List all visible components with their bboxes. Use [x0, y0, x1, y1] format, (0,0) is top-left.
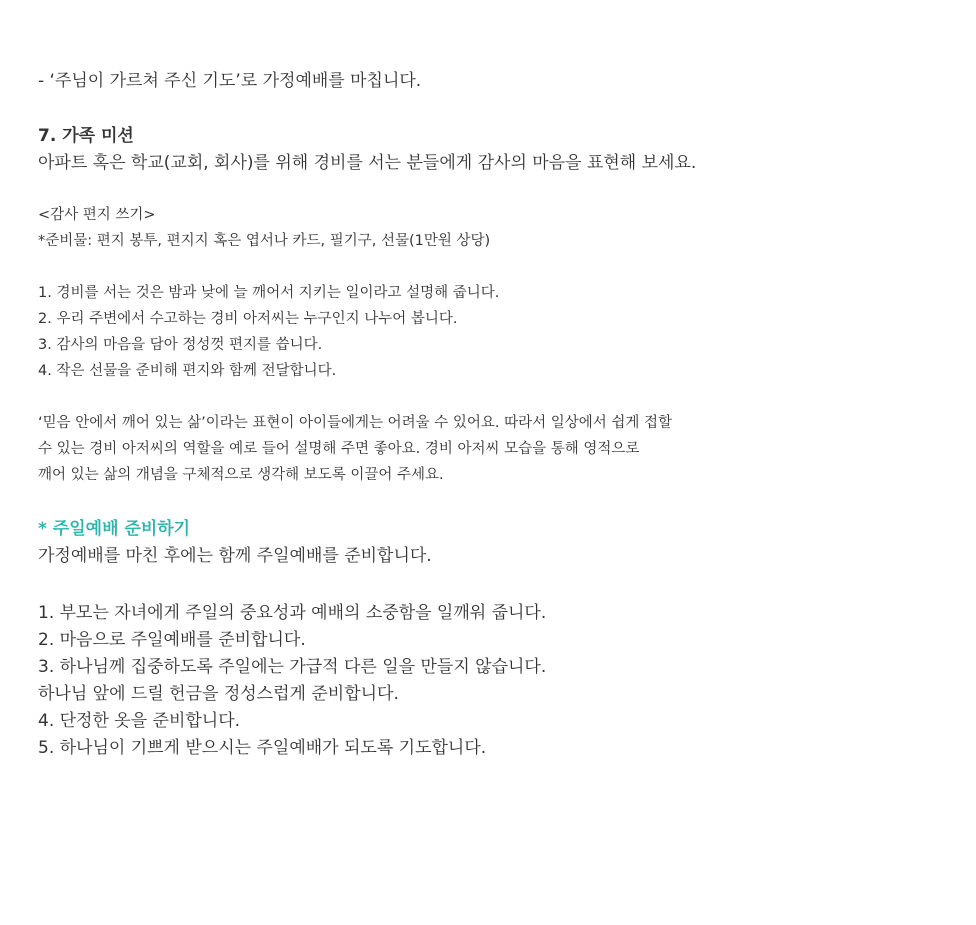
spacer	[38, 384, 958, 410]
materials-line: *준비물: 편지 봉투, 편지지 혹은 엽서나 카드, 필기구, 선물(1만원 상당)	[38, 233, 491, 249]
list-item: 2. 마음으로 주일예배를 준비합니다.	[38, 630, 306, 650]
family-mission-heading: 7. 가족 미션	[38, 126, 134, 146]
spacer	[38, 488, 958, 516]
list-item: 2. 우리 주변에서 수고하는 경비 아저씨는 누구인지 나누어 봅니다.	[38, 311, 458, 327]
list-item: 4. 작은 선물을 준비해 편지와 함께 전달합니다.	[38, 363, 337, 379]
list-item: 1. 경비를 서는 것은 밤과 낮에 늘 깨어서 지키는 일이라고 설명해 줍니다.	[38, 285, 500, 301]
spacer	[38, 570, 958, 600]
spacer	[38, 177, 958, 202]
mission-tip-paragraph	[38, 410, 958, 488]
tip-line: 깨어 있는 삶의 개념을 구체적으로 생각해 보도록 이끌어 주세요.	[38, 467, 444, 483]
sunday-worship-intro: 가정예배를 마친 후에는 함께 주일예배를 준비합니다.	[38, 546, 432, 566]
activity-title: <감사 편지 쓰기>	[38, 207, 156, 223]
sunday-steps-list	[38, 600, 958, 762]
tip-line: 수 있는 경비 아저씨의 역할을 예로 들어 설명해 주면 좋아요. 경비 아저씨 모습을 통해 영적으로	[38, 441, 640, 457]
closing-prayer-line: - ‘주님이 가르쳐 주신 기도’로 가정예배를 마칩니다.	[38, 71, 422, 91]
family-mission-description: 아파트 혹은 학교(교회, 회사)를 위해 경비를 서는 분들에게 감사의 마음을 표현해 보세요.	[38, 153, 697, 173]
list-item: 3. 감사의 마음을 담아 정성껏 편지를 씁니다.	[38, 337, 323, 353]
list-item: 하나님 앞에 드릴 헌금을 정성스럽게 준비합니다.	[38, 684, 399, 704]
sunday-worship-heading: * 주일예배 준비하기	[38, 519, 191, 539]
list-item: 3. 하나님께 집중하도록 주일에는 가급적 다른 일을 만들지 않습니다.	[38, 657, 547, 677]
spacer	[38, 254, 958, 280]
tip-line: ‘믿음 안에서 깨어 있는 삶’이라는 표현이 아이들에게는 어려울 수 있어요. 따라서 일상에서 쉽게 접할	[38, 415, 673, 431]
list-item: 1. 부모는 자녀에게 주일의 중요성과 예배의 소중함을 일깨워 줍니다.	[38, 603, 547, 623]
list-item: 5. 하나님이 기쁘게 받으시는 주일예배가 되도록 기도합니다.	[38, 738, 487, 758]
spacer	[38, 95, 958, 123]
list-item: 4. 단정한 옷을 준비합니다.	[38, 711, 241, 731]
mission-steps-list	[38, 280, 958, 384]
document-body	[38, 68, 958, 762]
